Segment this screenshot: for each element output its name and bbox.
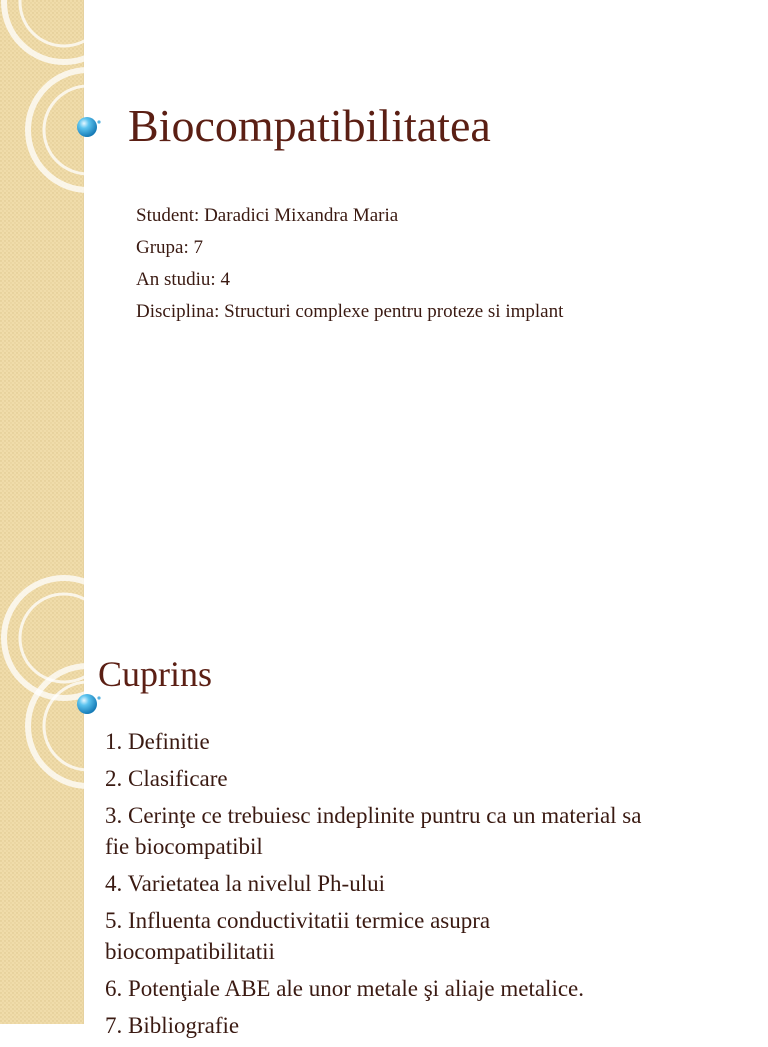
side-panel-background (0, 0, 84, 576)
decorative-side-panel (0, 0, 84, 576)
group-line: Grupa: 7 (136, 237, 204, 258)
contents-item-definition: 1. Definitie (105, 729, 210, 754)
contents-item-thermal-conductivity: 5. Influenta conductivitatii termice asupra biocompatibilitatii (105, 908, 491, 964)
contents-item-abe-potentials: 6. Potenţiale ABE ale unor metale şi aliaje metalice. (105, 976, 585, 1001)
contents-item-bibliography: 7. Bibliografie (105, 1013, 240, 1038)
contents-item-ph-variety: 4. Varietatea la nivelul Ph-ului (105, 871, 385, 896)
side-panel-background (0, 576, 84, 1024)
student-name-line: Student: Daradici Mixandra Maria (136, 205, 399, 226)
slide-title: Cuprins (98, 654, 213, 694)
contents-item-requirements: 3. Cerinţe ce trebuiesc indeplinite puntru ca un material sa fie biocompatibil (105, 803, 642, 859)
contents-item-classification: 2. Clasificare (105, 766, 228, 791)
discipline-line: Disciplina: Structuri complexe pentru proteze si implant (136, 301, 564, 322)
contents-list (105, 726, 665, 1047)
decorative-side-panel (0, 576, 84, 1024)
bead-bullet-icon (76, 116, 102, 142)
study-year-line: An studiu: 4 (136, 269, 230, 290)
contents-slide (0, 576, 768, 1038)
slide-title: Biocompatibilitatea (128, 100, 491, 151)
student-info (136, 200, 563, 328)
